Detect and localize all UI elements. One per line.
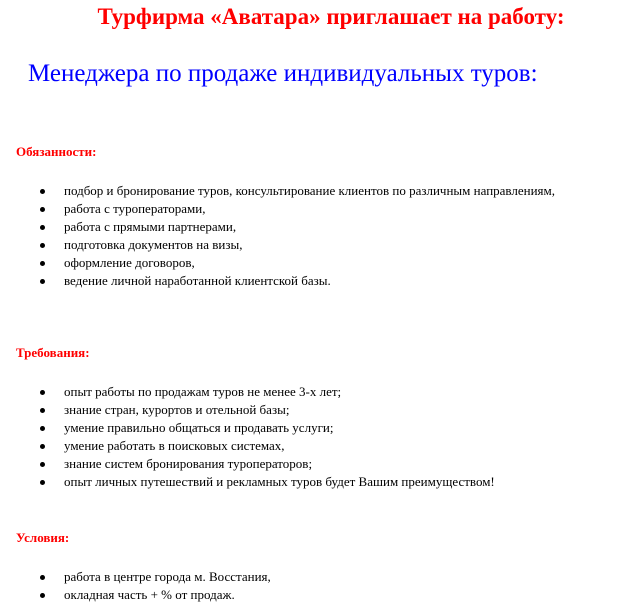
list-item-text: подбор и бронирование туров, консультирование клиентов по различным направлениям, [64,183,556,198]
list-item-text: работа с туроператорами, [64,201,206,216]
list-item-text: опыт личных путешествий и рекламных туров будет Вашим преимуществом! [64,474,495,489]
list-item [16,383,594,401]
page-title: Турфирма «Аватара» приглашает на работу: [97,4,565,29]
bullet-icon [40,189,45,194]
list-item [16,586,594,604]
list-item [16,200,594,218]
list-item [16,218,594,236]
list-item [16,419,594,437]
job-title: Менеджера по продаже индивидуальных туров: [28,60,538,87]
bullet-icon [40,207,45,212]
bullet-icon [40,261,45,266]
bullet-icon [40,444,45,449]
list-item-text: умение работать в поисковых системах, [64,438,285,453]
section-heading: Требования: [16,345,90,360]
list-item [16,437,594,455]
list-item-text: ведение личной наработанной клиентской базы. [64,273,331,288]
section-duties [16,144,616,288]
duties-list [16,182,594,290]
conditions-list [16,568,594,604]
list-item [16,473,594,491]
list-item-text: окладная часть + % от продаж. [64,587,235,602]
bullet-icon [40,426,45,431]
list-item-text: знание систем бронирования туроператоров; [64,456,313,471]
bullet-icon [40,462,45,467]
bullet-icon [40,593,45,598]
list-item-text: оформление договоров, [64,255,195,270]
list-item-text: умение правильно общаться и продавать услуги; [64,420,334,435]
list-item-text: знание стран, курортов и отельной базы; [64,402,290,417]
list-item [16,455,594,473]
section-heading: Обязанности: [16,144,97,159]
bullet-icon [40,480,45,485]
list-item-text: работа в центре города м. Восстания, [64,569,271,584]
bullet-icon [40,408,45,413]
list-item [16,401,594,419]
bullet-icon [40,390,45,395]
section-conditions [16,530,616,602]
bullet-icon [40,279,45,284]
list-item [16,568,594,586]
list-item [16,236,594,254]
list-item [16,182,594,200]
list-item-text: работа с прямыми партнерами, [64,219,237,234]
section-heading: Условия: [16,530,70,545]
bullet-icon [40,225,45,230]
bullet-icon [40,243,45,248]
bullet-icon [40,575,45,580]
section-requirements [16,345,616,489]
requirements-list [16,383,594,491]
list-item [16,254,594,272]
list-item-text: опыт работы по продажам туров не менее 3-х лет; [64,384,342,399]
list-item [16,272,594,290]
list-item-text: подготовка документов на визы, [64,237,243,252]
